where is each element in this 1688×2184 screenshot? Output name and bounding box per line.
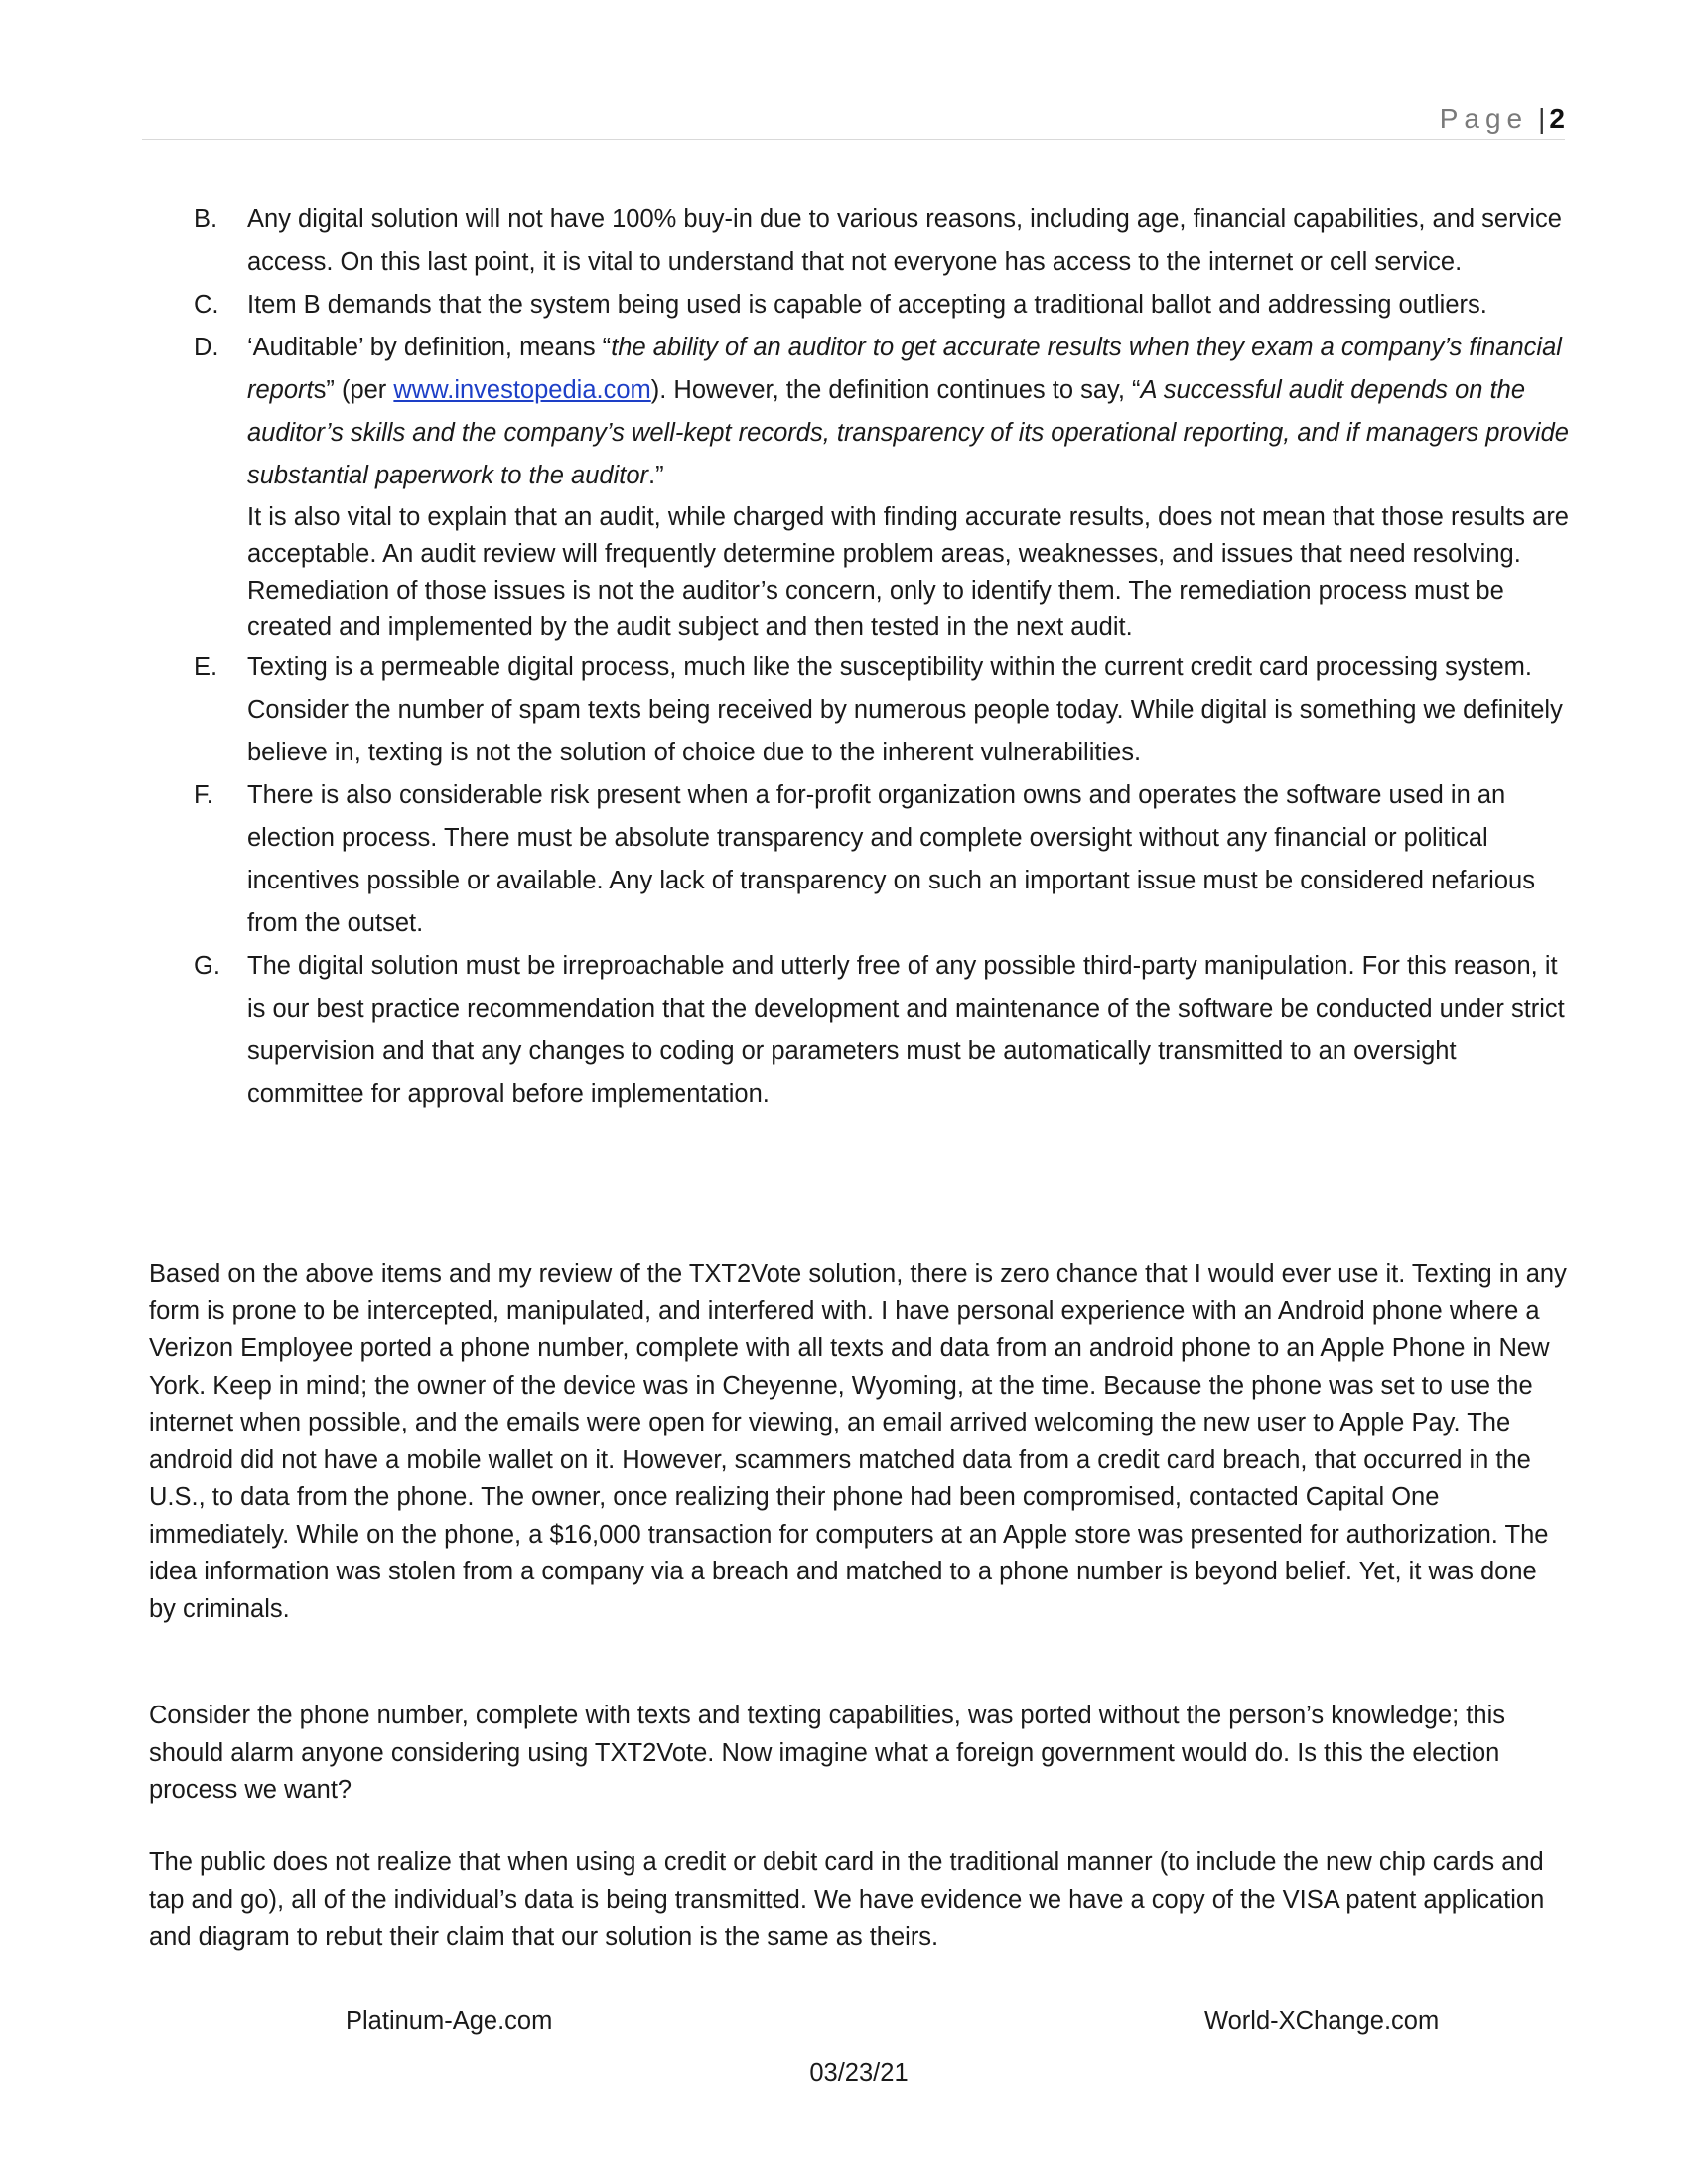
list-item-d bbox=[194, 327, 1574, 646]
list-item-g bbox=[194, 945, 1574, 1116]
page-footer bbox=[149, 2007, 1569, 2107]
list-item-text: Any digital solution will not have 100% buy-in due to various reasons, including age, financial capabilities, and service access. On this last point, it is vital to understand that not everyone has access to the internet or cell service. bbox=[247, 205, 1562, 276]
footer-date: 03/23/21 bbox=[809, 2059, 909, 2087]
definition-continuation: ). However, the definition continues to say, “ bbox=[650, 376, 1141, 404]
list-item-text: Item B demands that the system being used is capable of accepting a traditional ballot and addressing outliers. bbox=[247, 291, 1487, 319]
list-item-text: Texting is a permeable digital process, much like the susceptibility within the current credit card processing system. Consider the number of spam texts being received by numerous people today. While digital is something we definitely believe in, texting is not the solution of choice due to the inherent vulnerabilities. bbox=[247, 653, 1563, 766]
page-word: Page bbox=[1439, 103, 1529, 134]
paragraph-txt2vote-review: Based on the above items and my review of the TXT2Vote solution, there is zero chance that I would ever use it. Texting in any form is prone to be intercepted, manipulated, and interfered with. I have personal experience with an Android phone where a Verizon Employee ported a phone number, complete with all texts and data from an android phone to an Apple Phone in New York. Keep in mind; the owner of the device was in Cheyenne, Wyoming, at the time. Because the phone was set to use the internet when possible, and the emails were open for viewing, an email arrived welcoming the new user to Apple Pay. The android did not have a mobile wallet on it. However, scammers matched data from a credit card breach, that occurred in the U.S., to data from the phone. The owner, once realizing their phone had been compromised, contacted Capital One immediately. While on the phone, a $16,000 transaction for computers at an Apple store was presented for authorization. The idea information was stolen from a company via a breach and matched to a phone number is beyond belief. Yet, it was done by criminals. bbox=[149, 1260, 1567, 1623]
footer-right-site: World-XChange.com bbox=[1204, 2007, 1440, 2035]
definition-quote-2: A successful audit depends on the auditor’s skills and the company’s well-kept records, transparency of its operational reporting, and if managers provide substantial paperwork to the auditor bbox=[247, 376, 1569, 489]
list-letter: D. bbox=[194, 334, 219, 361]
list-letter: B. bbox=[194, 205, 218, 233]
footer-left-site: Platinum-Age.com bbox=[346, 2007, 553, 2035]
audit-explanation: It is also vital to explain that an audit, while charged with finding accurate results, does not mean that those results are acceptable. An audit review will frequently determine problem areas, weaknesses, and issues that need resolving. Remediation of those issues is not the auditor’s concern, only to identify them. The remediation process must be created and implemented by the audit subject and then tested in the next audit. bbox=[247, 503, 1569, 641]
list-item-e bbox=[194, 646, 1574, 774]
definition-source-prefix: s” (per bbox=[313, 376, 394, 404]
list-item-text: There is also considerable risk present when a for-profit organization owns and operates the software used in an election process. There must be absolute transparency and complete oversight without any financial or political incentives possible or available. Any lack of transparency on such an important issue must be considered nefarious from the outset. bbox=[247, 781, 1535, 937]
list-letter: F. bbox=[194, 781, 213, 809]
list-item-c bbox=[194, 284, 1574, 327]
definition-quote: the ability of an auditor to get accurate results when they exam a company’s financial report bbox=[247, 334, 1562, 404]
page-header bbox=[142, 99, 1565, 140]
list-letter: G. bbox=[194, 952, 220, 980]
list-item-f bbox=[194, 774, 1574, 945]
paragraph-card-data: The public does not realize that when using a credit or debit card in the traditional manner (to include the new chip cards and tap and go), all of the individual’s data is being transmitted. We have evidence we have a copy of the VISA patent application and diagram to rebut their claim that our solution is the same as theirs. bbox=[149, 1848, 1545, 1951]
page-number: 2 bbox=[1549, 103, 1565, 134]
page-number-label: Page | 2 bbox=[1439, 103, 1565, 134]
definition-intro: ‘Auditable’ by definition, means “ bbox=[247, 334, 612, 361]
list-letter: E. bbox=[194, 653, 218, 681]
list-item-text: The digital solution must be irreproachable and utterly free of any possible third-party manipulation. For this reason, it is our best practice recommendation that the development and maintenance of the software be conducted under strict supervision and that any changes to coding or parameters must be automatically transmitted to an oversight committee for approval before implementation. bbox=[247, 952, 1565, 1108]
lettered-list bbox=[194, 199, 1574, 1116]
investopedia-link[interactable]: www.investopedia.com bbox=[393, 376, 651, 404]
list-letter: C. bbox=[194, 291, 219, 319]
list-item-b bbox=[194, 199, 1574, 284]
definition-close: .” bbox=[648, 462, 664, 489]
paragraph-porting-concern: Consider the phone number, complete with texts and texting capabilities, was ported without the person’s knowledge; this should alarm anyone considering using TXT2Vote. Now imagine what a foreign government would do. Is this the election process we want? bbox=[149, 1702, 1505, 1804]
